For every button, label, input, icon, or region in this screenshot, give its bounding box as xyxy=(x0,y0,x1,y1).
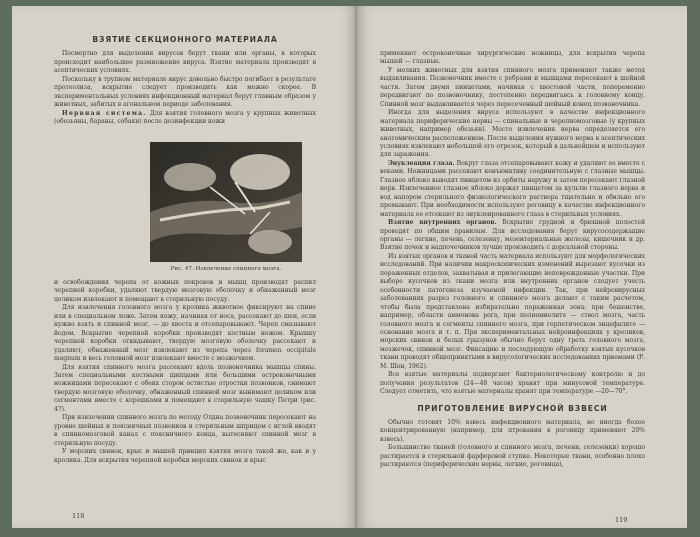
nerve-system-text: Для взятия головного мозга у крупных животных (обезьяны, бараны, собаки) после дезинфекции кожи xyxy=(54,109,316,126)
right-paragraph-enucleation xyxy=(380,160,645,219)
left-text-bottom xyxy=(54,279,316,465)
figure-caption: Рис. 47. Извлечение спинного мозга. xyxy=(170,266,282,272)
organs-label: Взятие внутренних органов. xyxy=(388,219,497,227)
right-paragraph-3: Иногда для выделения вируса используют в качестве инфекционного материала периферические нервы — спинальные и черепномозговые (у крупных животных, например обезьян). Место извлечения нерва определяется его анатомическим расположением. После выделения нужного нерва в асептических условиях извлекают небольшой его отрезок, который в дальнейшем и используют для заражения. xyxy=(380,109,645,159)
left-paragraph-4: Для извлечения головного мозга у кролика животное фиксируют на спине или в специальном ложе. Затем кожу, начиная от носа, рассекают до шеи, если нужно взять и спинной мозг, — до хвоста и отсепаровывают. Череп смазывают йодом. Вскрытие черепной коробки производят костным ножом. Крышку черепной коробки откидывают, твердую мозговую оболочку рассекают и удаляют, обнаженный мозг извлекают из черепа через foramen occipitale magnum и весь головной мозг извлекают вместе с мозжечком. xyxy=(54,304,316,363)
right-paragraph-organs xyxy=(380,219,645,253)
left-paragraph-3: и освобождения черепа от кожных покровов и мышц производят распил черепной коробки, удаляют твердую мозговую оболочку и обнаженный мозг целиком извлекают и помещают в стерильную посуду. xyxy=(54,279,316,303)
left-paragraph-nerve xyxy=(54,110,316,127)
right-paragraph-6: Обычно готовят 10% взвесь инфекционного материала, но иногда более концентрированную (например, для птрования в роговицу применяют 20% взвесь). xyxy=(380,419,645,443)
right-paragraph-4: Из взятых органов и тканей часть материала используют для морфологических исследований. При наличии макроскопических изменений вырезают кусочки из пораженных отделов, захватывая и прилегающие неповрежденные участки. При выборе кусочков из ткани мозга или внутренних органов следует учесть особенности патогенеза изучаемой инфекции. Так, при нейровирусных заболеваниях разрез головного и спинного мозга делают с таким расчетом, чтобы была представлена избирательно пораженная зона: при бешенстве, например, области аммонова рога, при полиомиелите — ствол мозга, часть головного мозга и сегменты спинного мозга, при герпетическом энцефалите — основание мозга и т. п. При экспериментальных нейроинфекциях у кроликов, морских свинок и белых грызунов обычно берут одну треть головного мозга, мозжечок, спинной мозг. Фиксацию и последующую обработку взятых кусочков ткани проводят общепринятыми в вирусологических исследованиях приемами (Р. М. Шен, 1962). xyxy=(380,252,645,370)
right-text-top xyxy=(380,50,645,470)
right-page xyxy=(357,6,687,528)
left-text-top xyxy=(54,36,316,127)
right-paragraph-1: применяют остроконечные хирургические ножницы, для вскрытия черепа мышей — глазные. xyxy=(380,50,645,66)
left-page xyxy=(12,6,357,528)
left-paragraph-1: Посмертно для выделения вирусов берут ткани или органы, в которых происходит наибольшее размножение вируса. Взятие материала производят в асептических условиях. xyxy=(54,50,316,75)
right-paragraph-2: У мелких животных для взятия спинного мозга применяют также метод выдавливания. Позвоночник вместе с ребрами и мышцами пересекают в шейной части. Затем двумя пинцетами, начиная с хвостовой части, попеременно передвигают по позвоночнику, постепенно передвигаясь к головному концу. Спинной мозг выдавливается через пересеченный шейный конец позвоночника. xyxy=(380,66,645,108)
figure-photo xyxy=(150,142,302,262)
figure-spinal-cord-extraction xyxy=(150,142,302,262)
left-paragraph-2: Поскольку в трупном материале вирус довольно быстро погибает в результате протеолиза, вскрытие следует производить как можно скорее. В экспериментальных условиях инфекционный материал берут главным образом у животных, забитых в агональном периоде заболевания. xyxy=(54,75,316,109)
nerve-system-label: Нервная система. xyxy=(62,109,147,117)
left-paragraph-5: Для взятия спинного мозга рассекают вдоль позвоночника мышцы спины. Затем специальными костными щипцами или большими остроконечными ножницами пересекают с обеих сторон остистые отростки позвонков, снимают твердую мозговую оболочку, обнаженный спинной мозг вынимают целиком или сегментами вместе с корешками и помещают в стерильную чашку Петри (рис. 47). xyxy=(54,363,316,413)
enucleation-text: Вокруг глаза отсепаровывают кожу и удаляют ее вместе с веками. Ножницами рассекают конъюнктиву соединительную с глазные мышцы. Глазное яблоко выводят пинцетом из орбиты наружу и затем пересекают глазной нерв. Извлеченное глазное яблоко держат пинцетом за культю глазного нерва и вод напором стерильного физиологического раствора тщательно и обильно его промывают. При необходимости используют роговицу в качестве инфекционного материала ее отсекают из энуклеированного глаза в стерильных условиях. xyxy=(380,159,646,218)
right-page-number: 119 xyxy=(615,516,628,524)
left-paragraph-7: У морских свинок, крыс и мышей принцип взятия мозга такой же, как и у кролика. Для вскрытия черепной коробки морских свинок и крыс xyxy=(54,448,316,464)
left-section-heading: ВЗЯТИЕ СЕКЦИОННОГО МАТЕРИАЛА xyxy=(92,35,278,44)
organs-text: Вскрытие грудной и брюшной полостей проводят по общим правилам. Для исследования берут вирусосодержащие органы — легкие, печень, селезенку, мезентериальные железы, кишечник и др. Взятие почек и надпочечников лучше производить с дорсальной стороны. xyxy=(380,219,645,252)
left-paragraph-6: При извлечении спинного мозга по методу Олдна позвоночник пересекают на уровне шейных и поясничных позвонков и стерильным шприцем с иглой вводят в спинномозговой канал с поясничного конца, вытесняют спинной мозг в стерильную посуду. xyxy=(54,414,316,447)
right-paragraph-7: Большинство тканей (головного и спинного мозга, печени, селезенки) хорошо растирается в стерильной фарфоровой ступке. Некоторые ткани, особенно плохо растираются (периферические нервы, легкие, роговица), xyxy=(380,444,645,469)
left-page-number: 118 xyxy=(72,512,85,520)
right-paragraph-5: Все взятые материалы подвергают бактериологическому контролю и до получения результатов (24—48 часов) хранят при минусовой температуре. Следует отметить, что взятые материалы хранят при температуре —20—70°. xyxy=(380,371,645,396)
right-section-heading: ПРИГОТОВЛЕНИЕ ВИРУСНОЙ ВЗВЕСИ xyxy=(417,403,608,413)
enucleation-label: Энуклеация глаза. xyxy=(388,159,455,167)
